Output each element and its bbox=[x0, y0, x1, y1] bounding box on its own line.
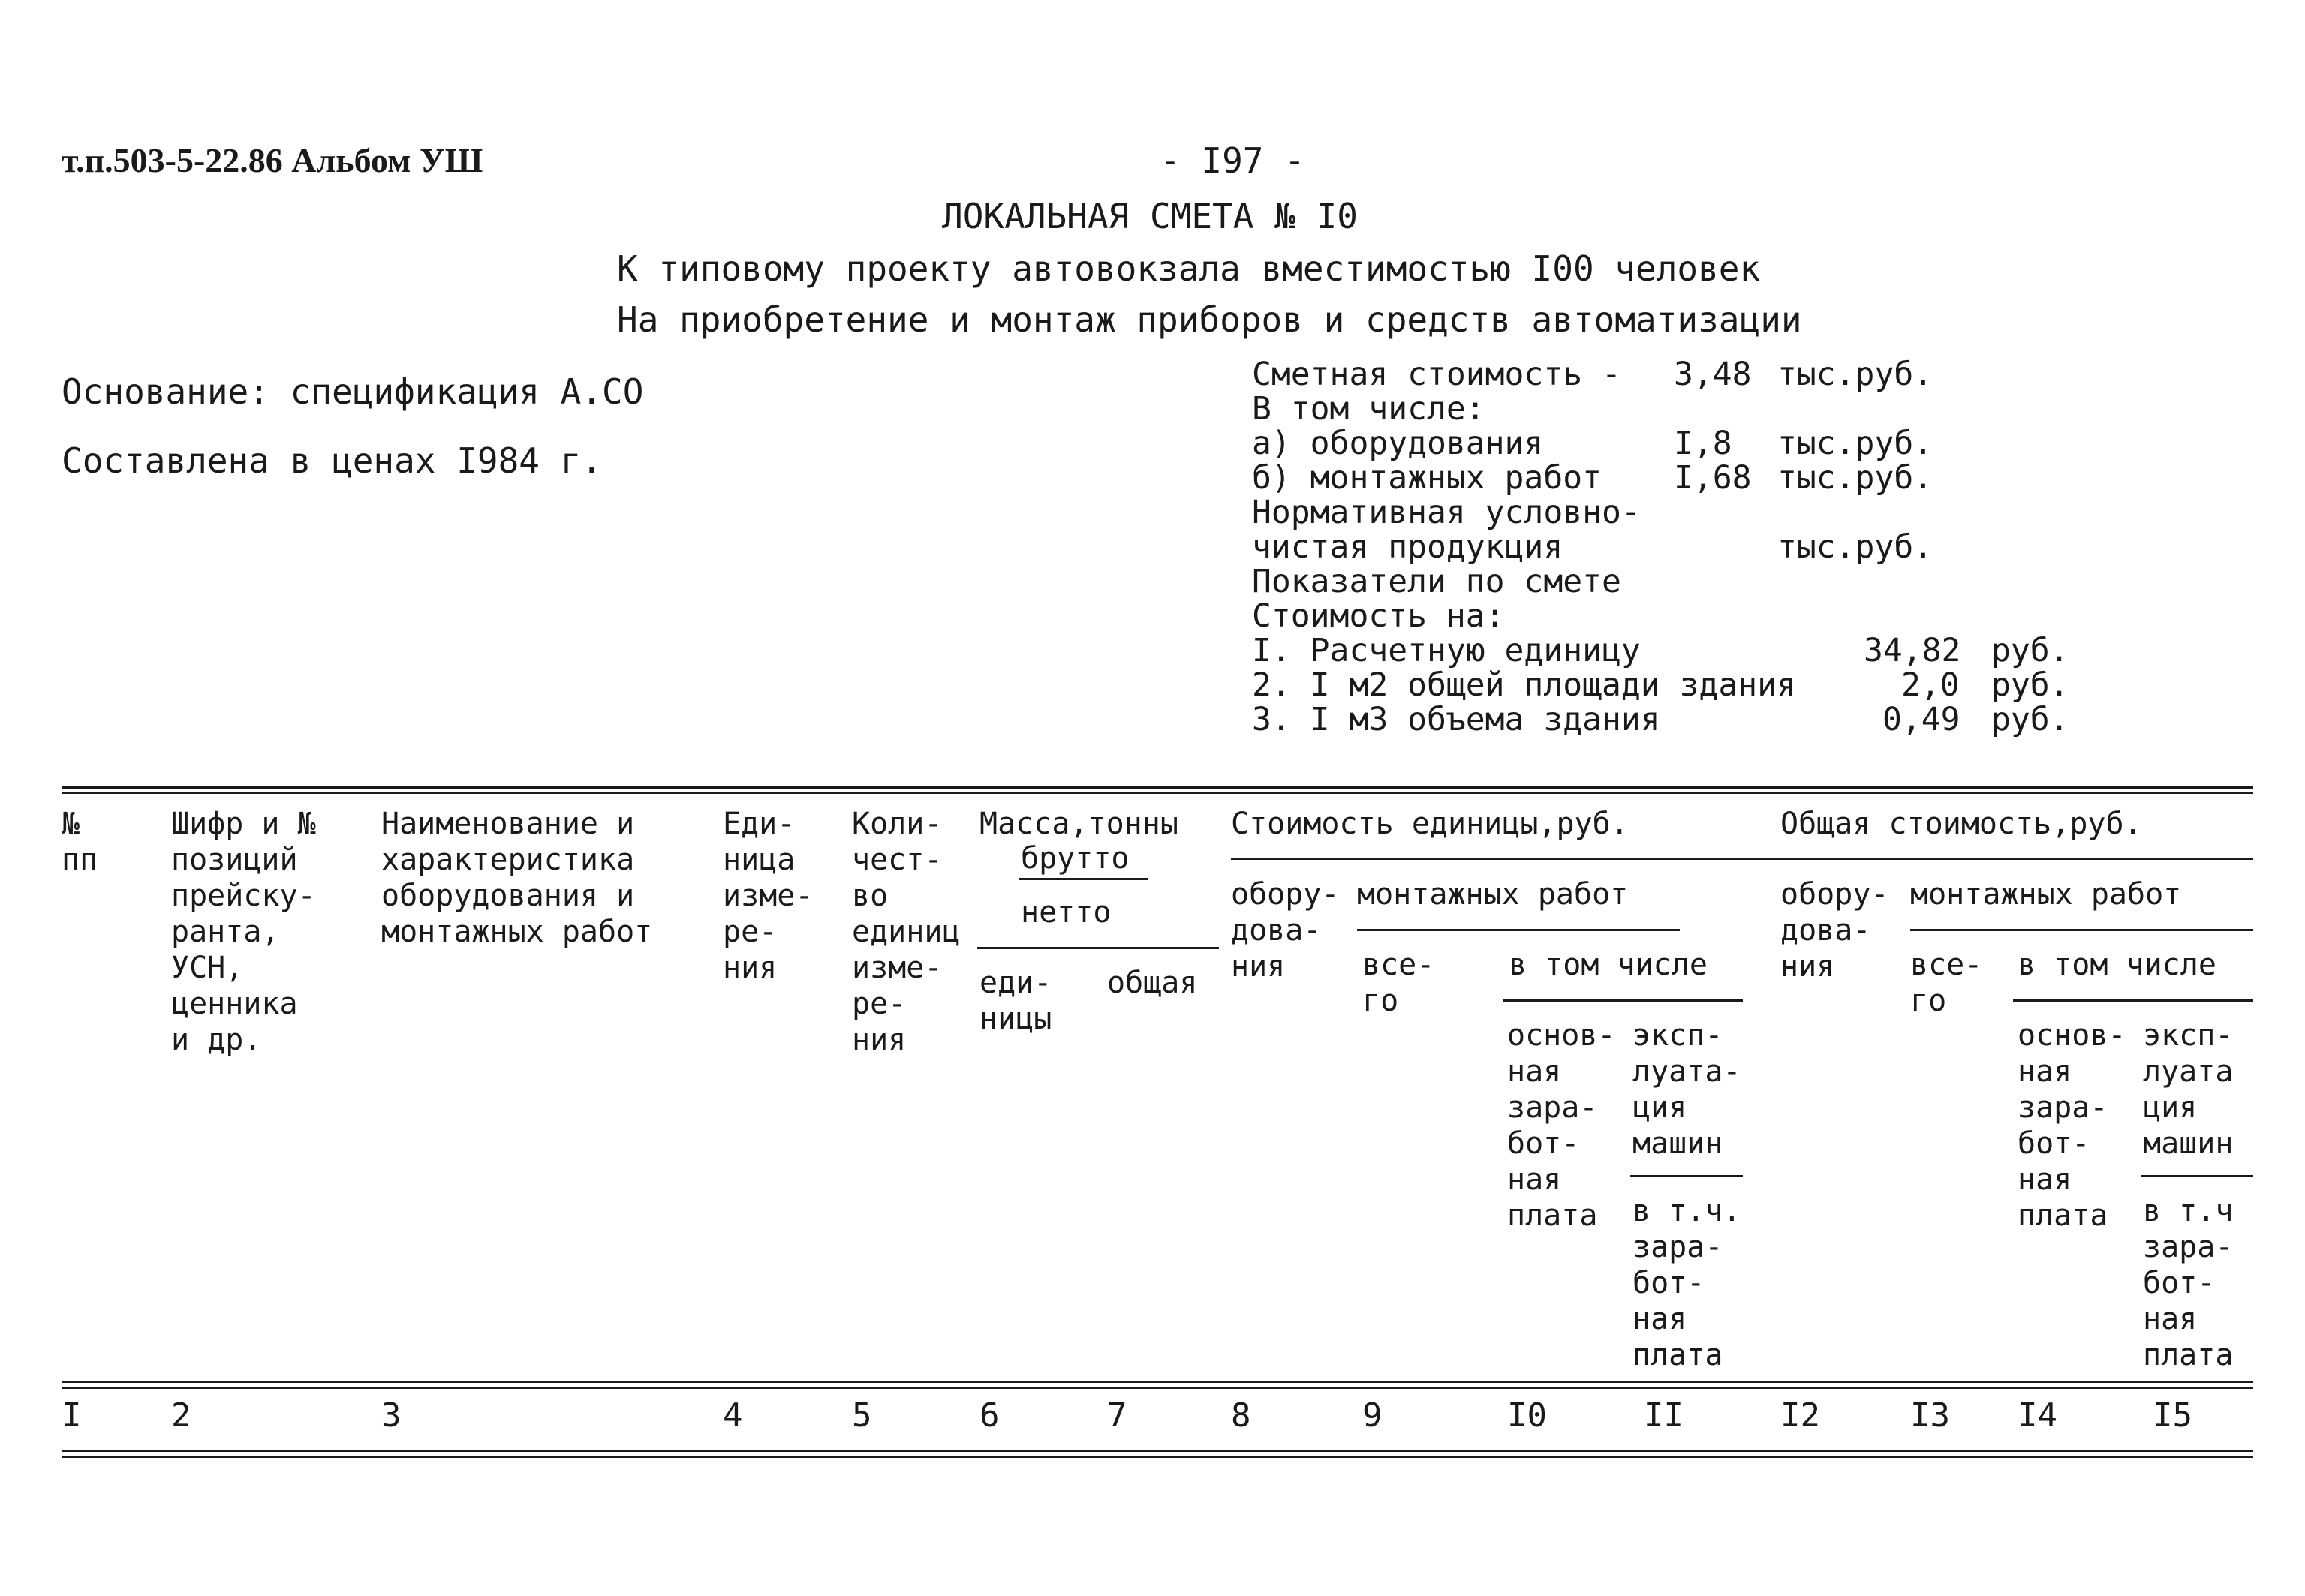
unit-machine-rule bbox=[1630, 1175, 1743, 1177]
mass-divider-rule bbox=[977, 947, 1219, 949]
total-machine-rule bbox=[2141, 1175, 2253, 1177]
mass-title: Масса,тонны bbox=[979, 807, 1178, 841]
unit-incl-wage: в т.ч. зара- бот- ная плата bbox=[1632, 1194, 1741, 1372]
mass-unit: еди- ницы bbox=[979, 966, 1052, 1036]
table-bottom-rule bbox=[62, 1450, 2253, 1452]
header-bottom-rule bbox=[62, 1381, 2253, 1383]
mass-brutto: брутто bbox=[1021, 841, 1130, 876]
unit-incl: в том числе bbox=[1509, 948, 1708, 982]
equipment-label: а) оборудования bbox=[1252, 425, 1544, 462]
total-machine-op: эксп- луата ция машин bbox=[2143, 1018, 2234, 1161]
column-number: 6 bbox=[979, 1396, 1000, 1435]
indicator-2-value: 2,0 bbox=[1901, 666, 1960, 704]
column-number: I4 bbox=[2018, 1396, 2057, 1435]
indicator-3-value: 0,49 bbox=[1882, 701, 1960, 738]
column-number: 8 bbox=[1231, 1396, 1251, 1435]
mass-netto: нетто bbox=[1021, 895, 1112, 930]
total-cost-rule bbox=[1780, 858, 2253, 860]
unit-cost-rule bbox=[1231, 858, 1801, 860]
install-value: I,68 bbox=[1674, 459, 1752, 497]
total-incl-wage: в т.ч зара- бот- ная плата bbox=[2143, 1194, 2234, 1372]
indicator-1-label: I. Расчетную единицу bbox=[1252, 632, 1641, 669]
equipment-value: I,8 bbox=[1674, 425, 1732, 462]
indicator-2-label: 2. I м2 общей площади здания bbox=[1252, 666, 1796, 704]
document-title: ЛОКАЛЬНАЯ СМЕТА № I0 bbox=[942, 196, 1358, 236]
col-unit-header: Еди- ница изме- ре- ния bbox=[723, 807, 814, 985]
unit-install-works: монтажных работ bbox=[1357, 877, 1629, 912]
column-number: 3 bbox=[381, 1396, 402, 1435]
indicator-1-unit: руб. bbox=[1991, 632, 2069, 669]
column-number: I0 bbox=[1507, 1396, 1547, 1435]
summary-block bbox=[1252, 356, 2093, 738]
unit-equipment: обору- дова- ния bbox=[1231, 877, 1340, 984]
column-number: 9 bbox=[1362, 1396, 1383, 1435]
indicators-label: Показатели по смете bbox=[1252, 563, 1621, 600]
install-label: б) монтажных работ bbox=[1252, 459, 1602, 497]
total-install-rule bbox=[1910, 929, 2253, 931]
estimate-unit: тыс.руб. bbox=[1777, 356, 1933, 393]
install-unit: тыс.руб. bbox=[1777, 459, 1933, 497]
column-number: 5 bbox=[852, 1396, 872, 1435]
column-number: I bbox=[62, 1396, 82, 1435]
indicator-2-unit: руб. bbox=[1991, 666, 2069, 704]
total-install-works: монтажных работ bbox=[1910, 877, 2182, 912]
column-number: II bbox=[1644, 1396, 1684, 1435]
mass-total: общая bbox=[1107, 966, 1198, 1000]
unit-machine-op: эксп- луата- ция машин bbox=[1632, 1018, 1741, 1161]
indicator-3-unit: руб. bbox=[1991, 701, 2069, 738]
subtitle-purpose: На приобретение и монтаж приборов и средств автоматизации bbox=[617, 299, 1802, 340]
unit-cost-title: Стоимость единицы,руб. bbox=[1231, 807, 1629, 841]
basis-line: Основание: спецификация А.СО bbox=[62, 371, 644, 412]
normative-unit: тыс.руб. bbox=[1777, 528, 1933, 566]
column-number: I5 bbox=[2153, 1396, 2192, 1435]
total-equipment: обору- дова- ния bbox=[1780, 877, 1889, 984]
column-number: 2 bbox=[171, 1396, 191, 1435]
indicator-3-label: 3. I м3 объема здания bbox=[1252, 701, 1660, 738]
unit-base-wage: основ- ная зара- бот- ная плата bbox=[1507, 1018, 1616, 1233]
col-name-header: Наименование и характеристика оборудования и монтажных работ bbox=[381, 807, 653, 949]
column-number: 4 bbox=[723, 1396, 743, 1435]
estimate-value: 3,48 bbox=[1674, 356, 1752, 393]
normative-line1: Нормативная условно- bbox=[1252, 494, 1641, 531]
estimate-label: Сметная стоимость - bbox=[1252, 356, 1621, 393]
column-number: I2 bbox=[1780, 1396, 1820, 1435]
total-incl-rule bbox=[2013, 999, 2253, 1002]
equipment-unit: тыс.руб. bbox=[1777, 425, 1933, 462]
prices-line: Составлена в ценах I984 г. bbox=[62, 440, 603, 481]
col-number-header: № пп bbox=[62, 807, 98, 877]
total-cost-title: Общая стоимость,руб. bbox=[1780, 807, 2142, 841]
col-qty-header: Коли- чест- во единиц изме- ре- ния bbox=[852, 807, 961, 1057]
brutto-underline bbox=[1019, 878, 1148, 880]
total-total: все- го bbox=[1910, 948, 1983, 1018]
normative-line2: чистая продукция bbox=[1252, 528, 1563, 566]
subtitle-project: К типовому проекту автовокзала вместимостью I00 человек bbox=[617, 248, 1761, 289]
album-reference: т.п.503-5-22.86 Альбом УШ bbox=[62, 141, 483, 179]
column-number: I3 bbox=[1910, 1396, 1950, 1435]
total-incl: в том числе bbox=[2018, 948, 2216, 982]
unit-total: все- го bbox=[1362, 948, 1435, 1018]
unit-incl-rule bbox=[1503, 999, 1743, 1002]
header-bottom-rule-2 bbox=[62, 1387, 2253, 1389]
page-number: - I97 - bbox=[1160, 140, 1305, 181]
table-bottom-rule-2 bbox=[62, 1456, 2253, 1458]
column-number: 7 bbox=[1107, 1396, 1127, 1435]
table-top-rule-2 bbox=[62, 792, 2253, 794]
col-code-header: Шифр и № позиций прейску- ранта, УСН, ценника и др. bbox=[171, 807, 316, 1057]
cost-on-label: Стоимость на: bbox=[1252, 597, 1505, 635]
total-base-wage: основ- ная зара- бот- ная плата bbox=[2018, 1018, 2126, 1233]
unit-install-rule bbox=[1357, 929, 1680, 931]
indicator-1-value: 34,82 bbox=[1864, 632, 1961, 669]
including-label: В том числе: bbox=[1252, 390, 1485, 428]
table-top-rule bbox=[62, 786, 2253, 789]
